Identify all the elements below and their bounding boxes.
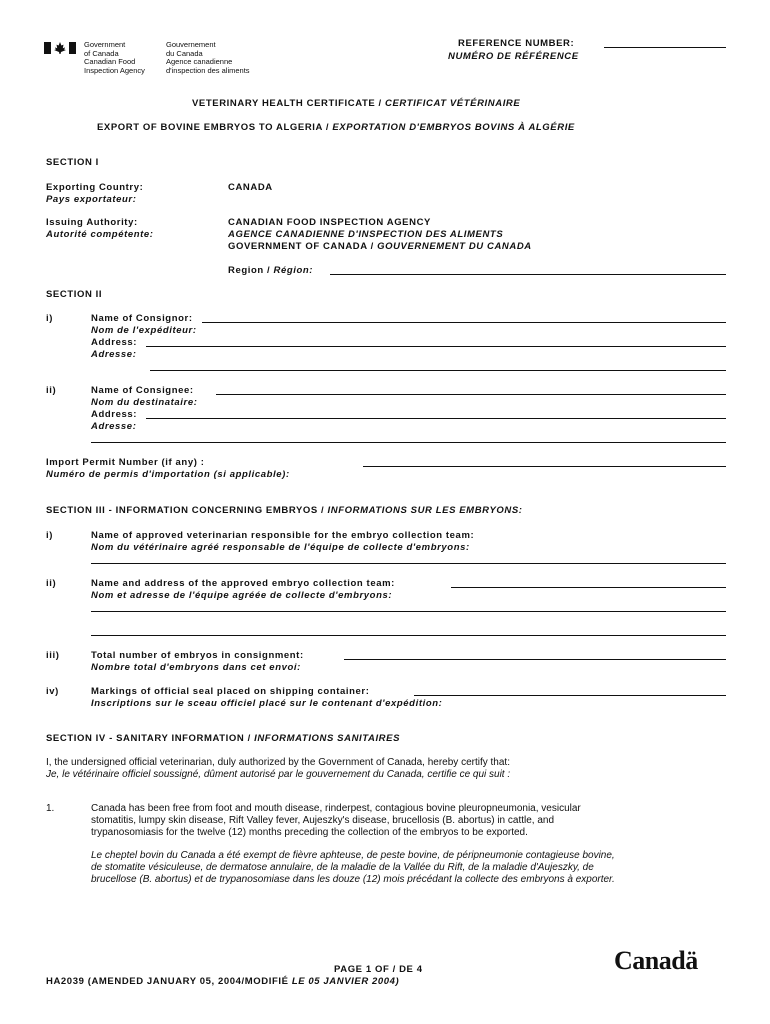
consignee-address-line-2[interactable] [91,442,726,443]
consignor-address-label-fr: Adresse: [91,349,137,360]
consignee-address-label: Address: [91,409,137,420]
consignor-name-field[interactable] [202,322,726,323]
section-4-heading: SECTION IV - SANITARY INFORMATION / INFORMATIONS SANITAIRES [46,733,401,744]
consignee-address-label-fr: Adresse: [91,421,137,432]
section-3-heading: SECTION III - INFORMATION CONCERNING EMBRYOS / INFORMATIONS SUR LES EMBRYONS: [46,505,523,516]
import-permit-label-fr: Numéro de permis d'importation (si applicable): [46,469,290,480]
issuing-authority-value-1: CANADIAN FOOD INSPECTION AGENCY [228,217,431,228]
collection-team-line-2[interactable] [91,611,726,612]
exporting-country-value: CANADA [228,182,273,193]
certificate-title: VETERINARY HEALTH CERTIFICATE / CERTIFICAT VÉTÉRINAIRE [192,98,521,109]
issuing-authority-label: Issuing Authority: [46,217,138,228]
collection-team-label-fr: Nom et adresse de l'équipe agréée de collecte d'embryons: [91,590,393,601]
reference-number-field[interactable] [604,47,726,48]
import-permit-field[interactable] [363,466,726,467]
embryo-count-label: Total number of embryos in consignment: [91,650,304,661]
certificate-subtitle: EXPORT OF BOVINE EMBRYOS TO ALGERIA / EXPORTATION D'EMBRYOS BOVINS À ALGÉRIE [97,122,575,133]
clause-1-text: Canada has been free from foot and mouth disease, rinderpest, contagious bovine pleuropneumonia, vesicular stomatitis, lumpy skin disease, Rift Valley fever, Aujeszky's disease, brucellosis (B. abortus) in cattle, and trypanosomiasis for the twelve (12) months preceding the collection of the embryos to be exported. [91,803,581,838]
consignee-item-number: ii) [46,385,57,396]
consignee-name-label: Name of Consignee: [91,385,194,396]
seal-markings-label-fr: Inscriptions sur le sceau officiel placé sur le contenant d'expédition: [91,698,443,709]
clause-1-text-fr: Le cheptel bovin du Canada a été exempt de fièvre aphteuse, de peste bovine, de péripneumonie contagieuse bovine, de stomatite vésiculeuse, de dermatose annulaire, de la maladie de la Vallée du Rift, de la maladie d'Aujeszky, de brucellose (B. abortus) et de trypanosomiase dans les douze (12) mois précédant la collecte des embryons à exporter. [91,850,615,885]
consignor-address-line-2[interactable] [150,370,726,371]
consignee-name-label-fr: Nom du destinataire: [91,397,198,408]
section-1-heading: SECTION I [46,157,99,168]
exporting-country-label-fr: Pays exportateur: [46,194,137,205]
embryo-count-item-number: iii) [46,650,60,661]
consignor-name-label-fr: Nom de l'expéditeur: [91,325,197,336]
seal-markings-label: Markings of official seal placed on shipping container: [91,686,370,697]
collection-team-line-3[interactable] [91,635,726,636]
consignor-address-label: Address: [91,337,137,348]
vet-name-label: Name of approved veterinarian responsible for the embryo collection team: [91,530,475,541]
issuing-authority-label-fr: Autorité compétente: [46,229,154,240]
reference-number-label-fr: NUMÉRO DE RÉFÉRENCE [448,51,579,62]
consignor-item-number: i) [46,313,54,324]
seal-markings-field[interactable] [414,695,726,696]
import-permit-label: Import Permit Number (if any) : [46,457,205,468]
consignee-address-field[interactable] [146,418,726,419]
seal-markings-item-number: iv) [46,686,59,697]
canada-flag-icon [44,41,76,55]
embryo-count-field[interactable] [344,659,726,660]
vet-name-field[interactable] [91,563,726,564]
reference-number-label: REFERENCE NUMBER: [458,38,575,49]
gov-name-fr: Gouvernement du Canada Agence canadienne d'inspection des aliments [166,40,250,75]
vet-item-number: i) [46,530,54,541]
consignor-name-label: Name of Consignor: [91,313,193,324]
collection-team-item-number: ii) [46,578,57,589]
collection-team-label: Name and address of the approved embryo collection team: [91,578,395,589]
consignee-name-field[interactable] [216,394,726,395]
section-2-heading: SECTION II [46,289,103,300]
embryo-count-label-fr: Nombre total d'embryons dans cet envoi: [91,662,301,673]
region-field[interactable] [330,274,726,275]
form-number: HA2039 (AMENDED JANUARY 05, 2004/MODIFIÉ LE 05 JANVIER 2004) [46,976,400,987]
exporting-country-label: Exporting Country: [46,182,144,193]
page-number: PAGE 1 OF / DE 4 [334,964,423,975]
collection-team-field[interactable] [451,587,726,588]
vet-name-label-fr: Nom du vétérinaire agréé responsable de l'équipe de collecte d'embryons: [91,542,470,553]
consignor-address-field[interactable] [146,346,726,347]
gov-name-en: Government of Canada Canadian Food Inspection Agency [84,40,145,75]
region-label: Region / Région: [228,265,314,276]
certify-intro: I, the undersigned official veterinarian, duly authorized by the Government of Canada, hereby certify that: [46,757,510,768]
gov-canada-logo [44,41,76,60]
canada-wordmark: Canadä [614,946,698,975]
issuing-authority-value-3: GOVERNMENT OF CANADA / GOUVERNEMENT DU CANADA [228,241,532,252]
clause-1-number: 1. [46,803,55,814]
certify-intro-fr: Je, le vétérinaire officiel soussigné, dûment autorisé par le gouvernement du Canada, certifie ce qui suit : [46,769,511,780]
issuing-authority-value-2: AGENCE CANADIENNE D'INSPECTION DES ALIMENTS [228,229,504,240]
